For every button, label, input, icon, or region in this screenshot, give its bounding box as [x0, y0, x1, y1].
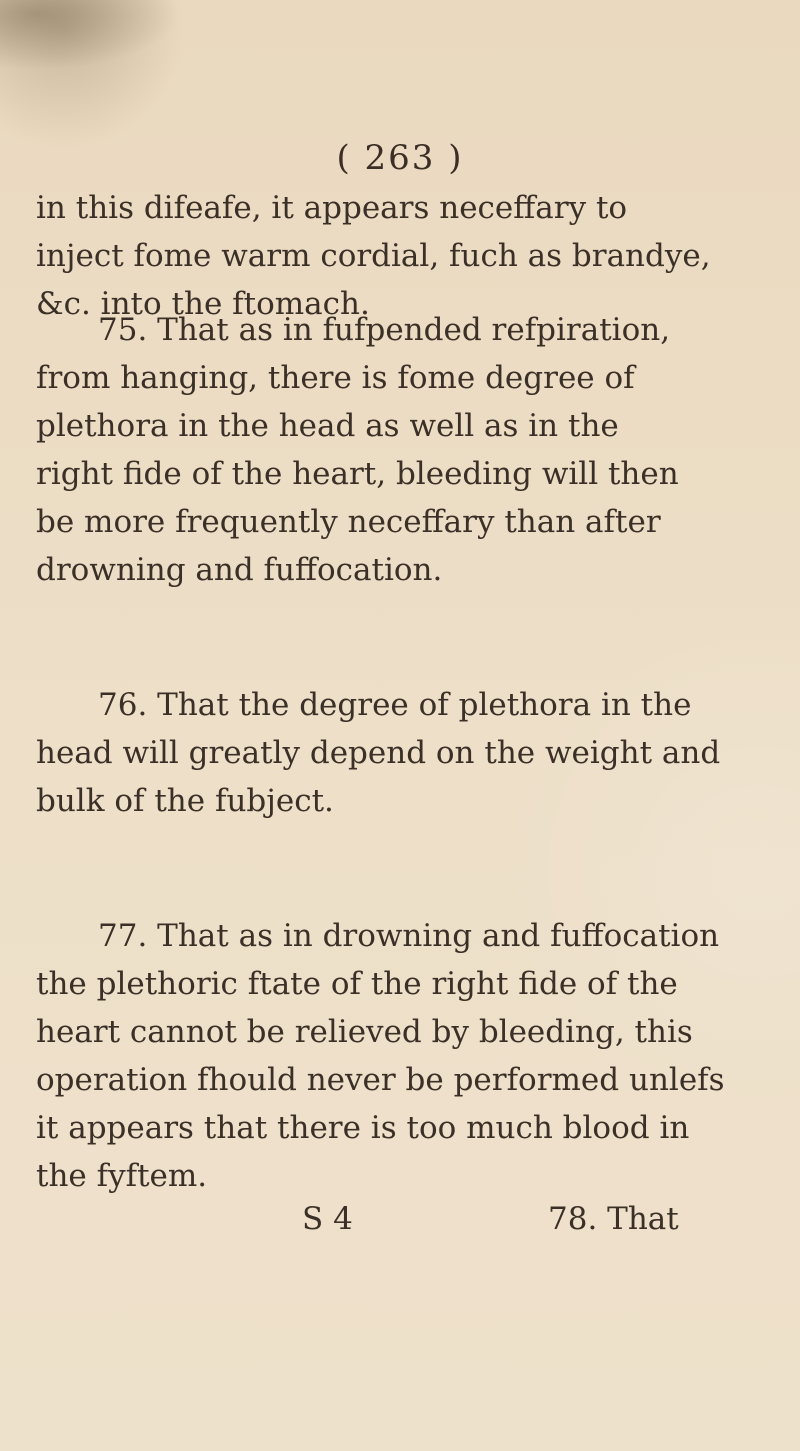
- text-line: operation fhould never be performed unlefs: [36, 1062, 725, 1098]
- text-line: the fyftem.: [36, 1158, 208, 1194]
- page-number: ( 263 ): [336, 138, 464, 178]
- page-footer: [0, 1195, 800, 1243]
- text-line: 76. That the degree of plethora in the: [98, 687, 692, 723]
- text-line: drowning and fuffocation.: [36, 552, 443, 588]
- text-line: it appears that there is too much blood in: [36, 1110, 690, 1146]
- paragraph-77: [36, 912, 772, 1200]
- signature-mark: S 4: [302, 1201, 353, 1237]
- text-line: right fide of the heart, bleeding will then: [36, 456, 679, 492]
- text-line: &c. into the ftomach.: [36, 286, 370, 322]
- text-line: 77. That as in drowning and fuffocation: [98, 918, 720, 954]
- text-line: bulk of the fubject.: [36, 783, 334, 819]
- text-line: head will greatly depend on the weight and: [36, 735, 721, 771]
- text-line: 75. That as in fufpended refpiration,: [98, 312, 671, 348]
- text-line: in this difeafe, it appears neceffary to: [36, 190, 628, 226]
- text-line: inject fome warm cordial, fuch as brandye,: [36, 238, 711, 274]
- catchword: 78. That: [548, 1201, 679, 1237]
- text-line: from hanging, there is fome degree of: [36, 360, 635, 396]
- text-line: the plethoric ftate of the right fide of the: [36, 966, 678, 1002]
- text-line: heart cannot be relieved by bleeding, this: [36, 1014, 693, 1050]
- paragraph-76: [36, 681, 772, 825]
- text-line: plethora in the head as well as in the: [36, 408, 619, 444]
- text-line: be more frequently neceffary than after: [36, 504, 661, 540]
- paragraph-75: [36, 306, 772, 594]
- page-stain: [0, 0, 180, 70]
